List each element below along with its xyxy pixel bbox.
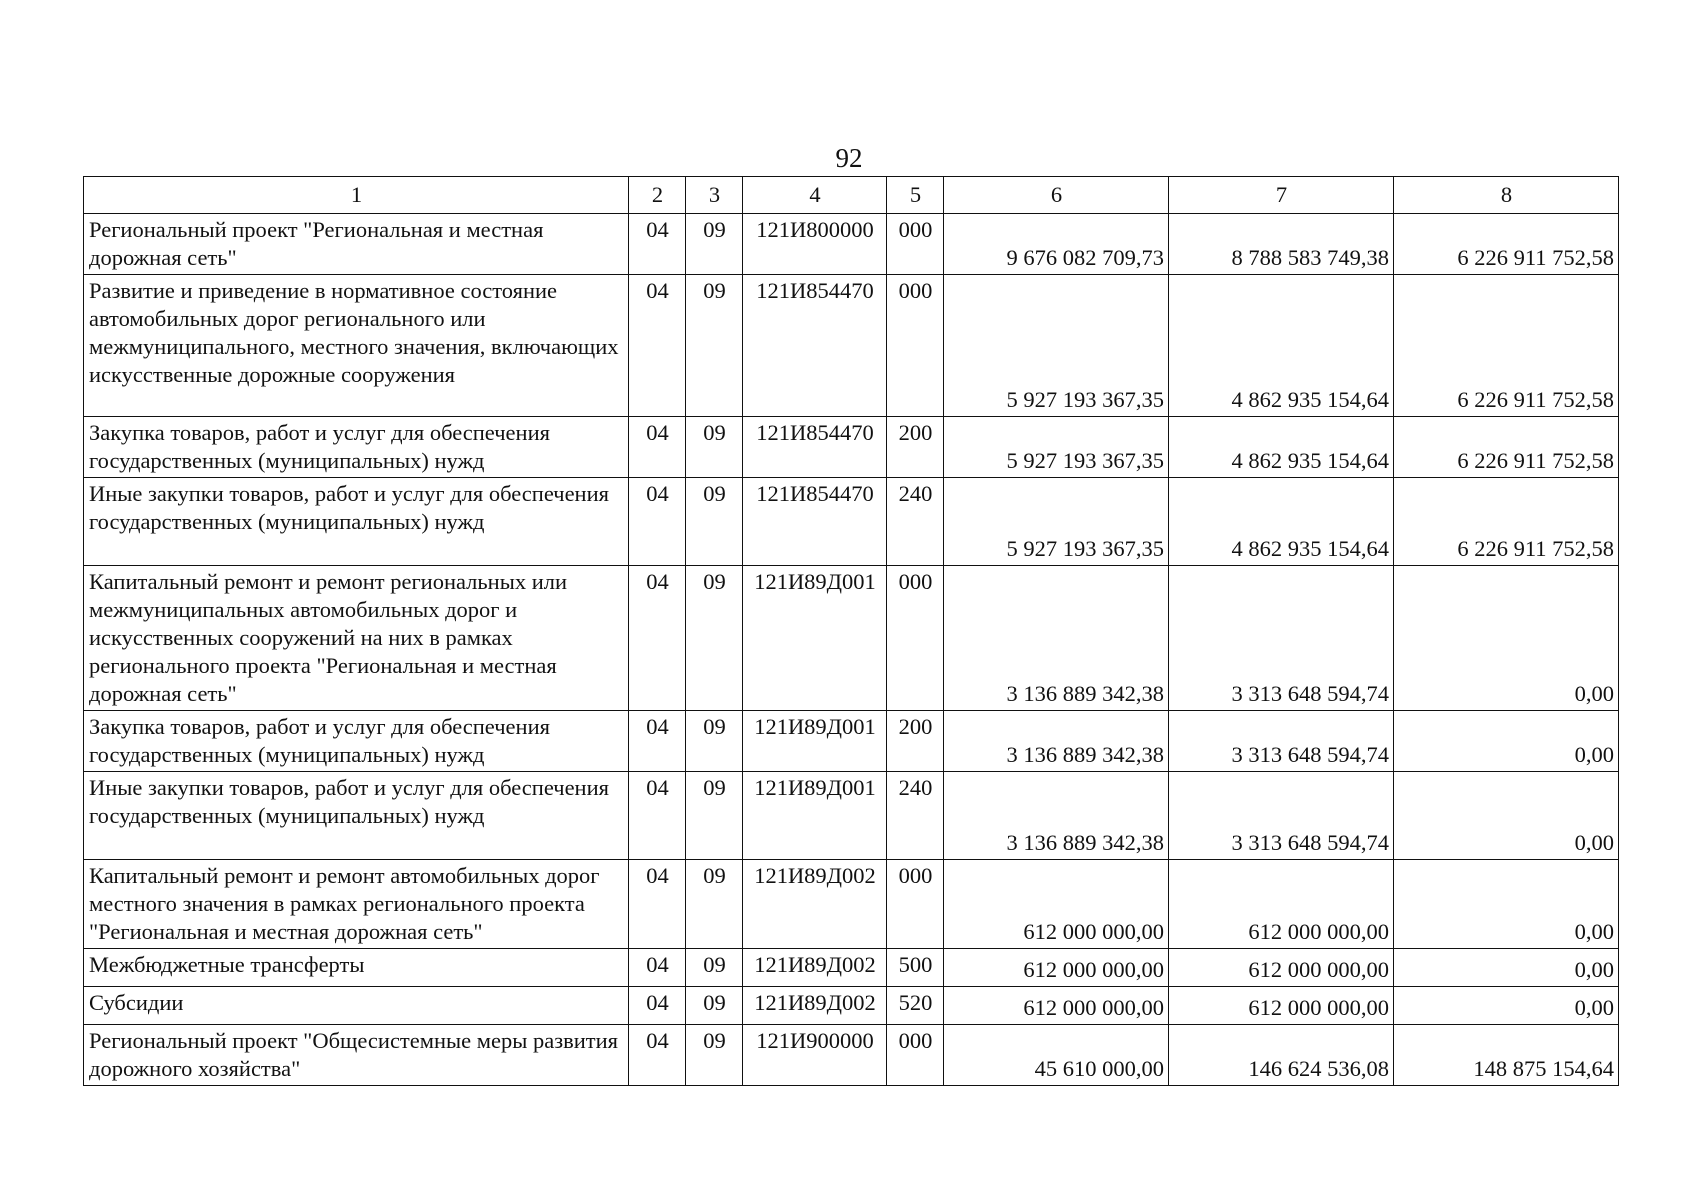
- row-amount-col6: 612 000 000,00: [944, 987, 1169, 1025]
- row-section-code: 04: [629, 275, 686, 417]
- table-row: [84, 566, 1619, 711]
- row-expense-type-code: 200: [887, 417, 944, 478]
- row-amount-col8: 148 875 154,64: [1394, 1025, 1619, 1086]
- budget-table: [83, 176, 1619, 1086]
- row-section-code: 04: [629, 1025, 686, 1086]
- row-name: Межбюджетные трансферты: [84, 949, 629, 987]
- row-subsection-code: 09: [686, 711, 743, 772]
- row-target-code: 121И89Д001: [743, 772, 887, 860]
- column-header: 6: [944, 177, 1169, 214]
- row-amount-col8: 0,00: [1394, 711, 1619, 772]
- row-amount-col8: 0,00: [1394, 860, 1619, 949]
- row-expense-type-code: 500: [887, 949, 944, 987]
- row-name: Иные закупки товаров, работ и услуг для обеспечения государственных (муниципальных) нужд: [84, 478, 629, 566]
- row-amount-col8: 6 226 911 752,58: [1394, 417, 1619, 478]
- row-amount-col7: 8 788 583 749,38: [1169, 214, 1394, 275]
- row-target-code: 121И800000: [743, 214, 887, 275]
- row-amount-col6: 5 927 193 367,35: [944, 417, 1169, 478]
- row-target-code: 121И89Д001: [743, 566, 887, 711]
- table-row: [84, 478, 1619, 566]
- row-amount-col8: 6 226 911 752,58: [1394, 275, 1619, 417]
- row-section-code: 04: [629, 949, 686, 987]
- row-subsection-code: 09: [686, 417, 743, 478]
- row-name: Развитие и приведение в нормативное состояние автомобильных дорог регионального или межмуниципального, местного значения, включающих искусственные дорожные сооружения: [84, 275, 629, 417]
- row-amount-col6: 612 000 000,00: [944, 860, 1169, 949]
- row-section-code: 04: [629, 711, 686, 772]
- column-header: 1: [84, 177, 629, 214]
- row-target-code: 121И854470: [743, 417, 887, 478]
- table-header-row: [84, 177, 1619, 214]
- row-amount-col7: 4 862 935 154,64: [1169, 417, 1394, 478]
- row-amount-col6: 9 676 082 709,73: [944, 214, 1169, 275]
- row-target-code: 121И89Д002: [743, 949, 887, 987]
- row-section-code: 04: [629, 566, 686, 711]
- row-name: Капитальный ремонт и ремонт автомобильных дорог местного значения в рамках регионального проекта "Региональная и местная дорожная сеть": [84, 860, 629, 949]
- table-row: [84, 772, 1619, 860]
- row-subsection-code: 09: [686, 1025, 743, 1086]
- row-amount-col6: 5 927 193 367,35: [944, 478, 1169, 566]
- column-header: 3: [686, 177, 743, 214]
- row-name: Иные закупки товаров, работ и услуг для обеспечения государственных (муниципальных) нужд: [84, 772, 629, 860]
- row-amount-col7: 146 624 536,08: [1169, 1025, 1394, 1086]
- row-amount-col7: 4 862 935 154,64: [1169, 275, 1394, 417]
- row-expense-type-code: 200: [887, 711, 944, 772]
- row-section-code: 04: [629, 987, 686, 1025]
- row-expense-type-code: 000: [887, 1025, 944, 1086]
- row-amount-col8: 6 226 911 752,58: [1394, 478, 1619, 566]
- row-subsection-code: 09: [686, 275, 743, 417]
- row-target-code: 121И89Д001: [743, 711, 887, 772]
- row-amount-col6: 3 136 889 342,38: [944, 772, 1169, 860]
- row-target-code: 121И89Д002: [743, 987, 887, 1025]
- table-row: [84, 214, 1619, 275]
- row-name: Региональный проект "Региональная и местная дорожная сеть": [84, 214, 629, 275]
- row-expense-type-code: 000: [887, 566, 944, 711]
- row-name: Региональный проект "Общесистемные меры развития дорожного хозяйства": [84, 1025, 629, 1086]
- row-expense-type-code: 240: [887, 478, 944, 566]
- table-row: [84, 860, 1619, 949]
- row-amount-col7: 4 862 935 154,64: [1169, 478, 1394, 566]
- row-expense-type-code: 000: [887, 275, 944, 417]
- row-expense-type-code: 000: [887, 860, 944, 949]
- row-name: Закупка товаров, работ и услуг для обеспечения государственных (муниципальных) нужд: [84, 417, 629, 478]
- row-amount-col6: 5 927 193 367,35: [944, 275, 1169, 417]
- row-section-code: 04: [629, 214, 686, 275]
- row-section-code: 04: [629, 860, 686, 949]
- table-row: [84, 987, 1619, 1025]
- table-row: [84, 711, 1619, 772]
- row-subsection-code: 09: [686, 860, 743, 949]
- table-row: [84, 1025, 1619, 1086]
- row-amount-col8: 6 226 911 752,58: [1394, 214, 1619, 275]
- table-row: [84, 275, 1619, 417]
- row-name: Закупка товаров, работ и услуг для обеспечения государственных (муниципальных) нужд: [84, 711, 629, 772]
- row-name: Капитальный ремонт и ремонт региональных или межмуниципальных автомобильных дорог и искусственных сооружений на них в рамках регионального проекта "Региональная и местная дорожная сеть": [84, 566, 629, 711]
- column-header: 5: [887, 177, 944, 214]
- column-header: 2: [629, 177, 686, 214]
- row-subsection-code: 09: [686, 214, 743, 275]
- row-subsection-code: 09: [686, 987, 743, 1025]
- row-target-code: 121И854470: [743, 275, 887, 417]
- row-amount-col7: 3 313 648 594,74: [1169, 772, 1394, 860]
- row-amount-col8: 0,00: [1394, 772, 1619, 860]
- column-header: 7: [1169, 177, 1394, 214]
- row-expense-type-code: 520: [887, 987, 944, 1025]
- row-subsection-code: 09: [686, 566, 743, 711]
- row-subsection-code: 09: [686, 949, 743, 987]
- table-row: [84, 949, 1619, 987]
- row-subsection-code: 09: [686, 478, 743, 566]
- row-section-code: 04: [629, 417, 686, 478]
- column-header: 8: [1394, 177, 1619, 214]
- table-row: [84, 417, 1619, 478]
- row-subsection-code: 09: [686, 772, 743, 860]
- row-target-code: 121И89Д002: [743, 860, 887, 949]
- row-section-code: 04: [629, 772, 686, 860]
- row-section-code: 04: [629, 478, 686, 566]
- page-number: 92: [835, 143, 863, 173]
- row-target-code: 121И854470: [743, 478, 887, 566]
- row-target-code: 121И900000: [743, 1025, 887, 1086]
- row-amount-col8: 0,00: [1394, 566, 1619, 711]
- row-amount-col6: 45 610 000,00: [944, 1025, 1169, 1086]
- row-amount-col6: 612 000 000,00: [944, 949, 1169, 987]
- row-amount-col7: 612 000 000,00: [1169, 987, 1394, 1025]
- row-expense-type-code: 000: [887, 214, 944, 275]
- column-header: 4: [743, 177, 887, 214]
- row-amount-col6: 3 136 889 342,38: [944, 711, 1169, 772]
- row-expense-type-code: 240: [887, 772, 944, 860]
- row-amount-col8: 0,00: [1394, 949, 1619, 987]
- row-amount-col7: 612 000 000,00: [1169, 949, 1394, 987]
- row-amount-col7: 3 313 648 594,74: [1169, 711, 1394, 772]
- row-amount-col8: 0,00: [1394, 987, 1619, 1025]
- row-name: Субсидии: [84, 987, 629, 1025]
- row-amount-col7: 612 000 000,00: [1169, 860, 1394, 949]
- row-amount-col7: 3 313 648 594,74: [1169, 566, 1394, 711]
- row-amount-col6: 3 136 889 342,38: [944, 566, 1169, 711]
